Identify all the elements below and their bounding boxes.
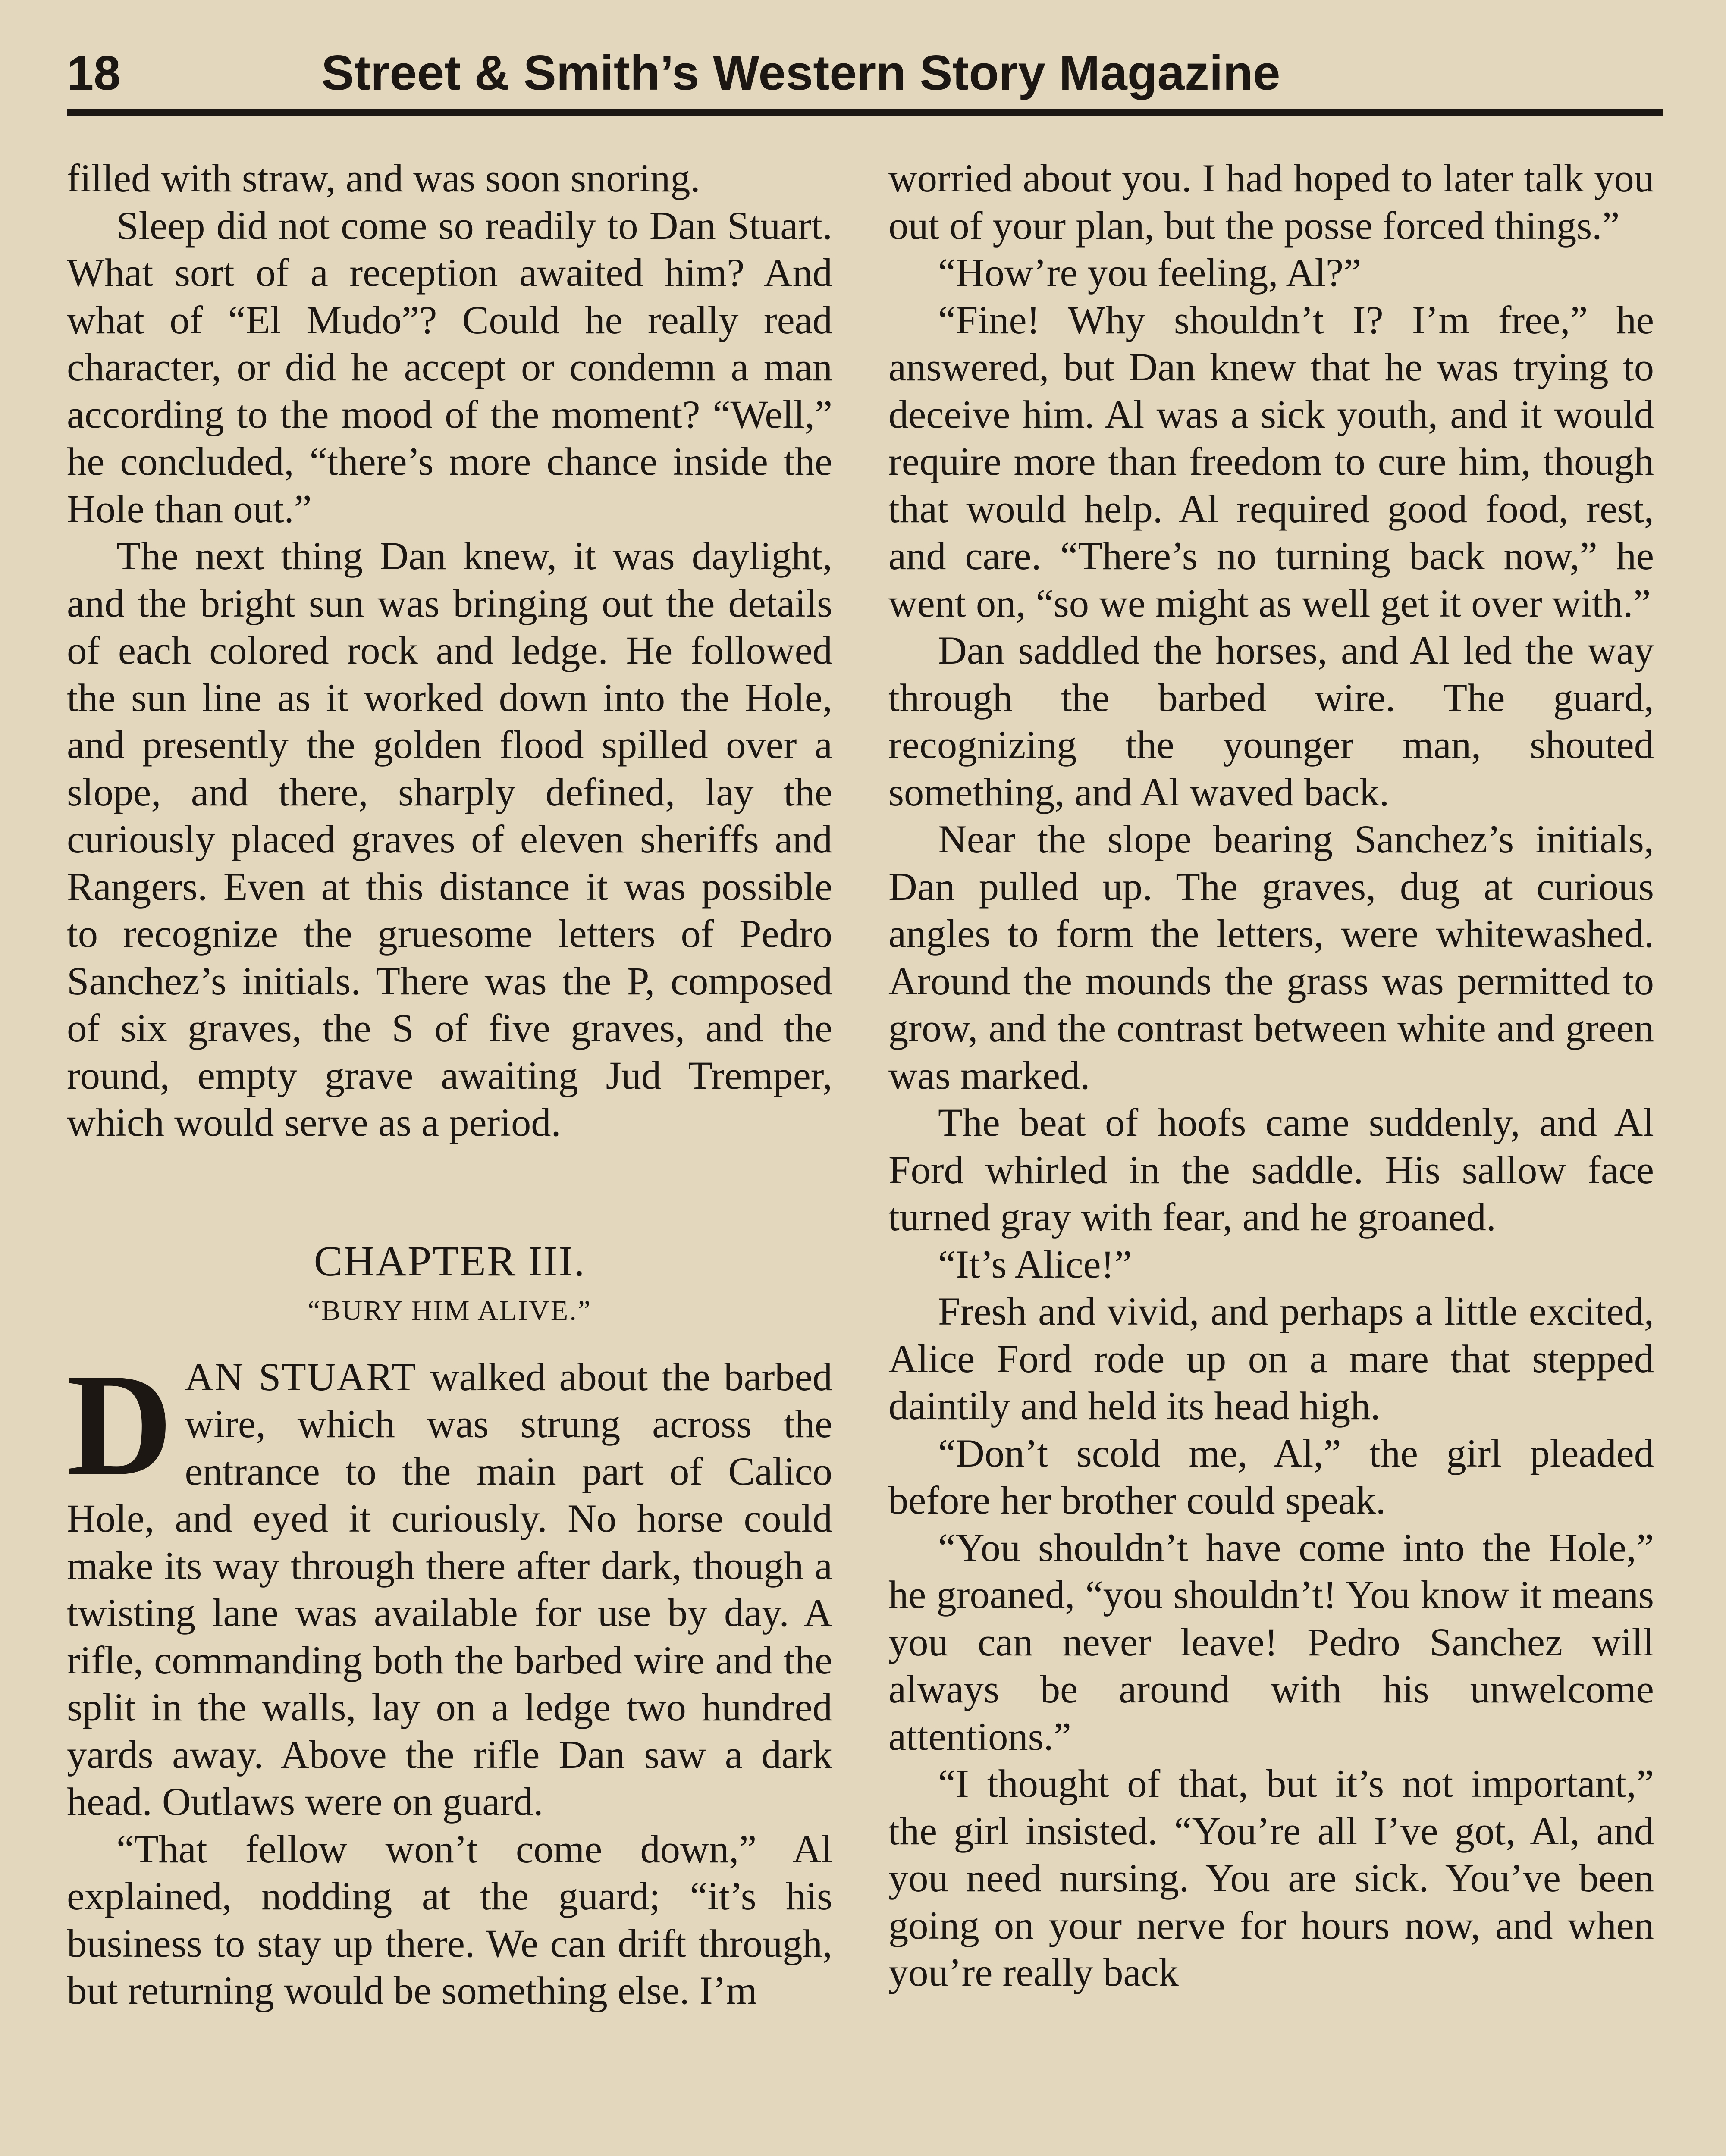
paragraph: “That fellow won’t come down,” Al explained, nodding at the guard; “it’s his business to stay up there. We can drift through, but returning would be something else. I’m (67, 1827, 832, 2013)
paragraph: “I thought of that, but it’s not important,” the girl insisted. “You’re all I’ve got, Al, and you need nursing. You are sick. You’ve been going on your nerve for hours now, and when you’re really back (888, 1762, 1654, 1995)
paragraph: “Fine! Why shouldn’t I? I’m free,” he answered, but Dan knew that he was trying to deceive him. Al was a sick youth, and it would require more than freedom to cure him, though that would help. Al required good food, rest, and care. “There’s no turning back now,” he went on, “so we might as well get it over with.” (888, 298, 1654, 626)
drop-cap: D (67, 1343, 173, 1506)
right-column (888, 155, 1654, 1997)
paragraph-text: walked about the barbed wire, which was strung across the entrance to the main part of Calico Hole, and eyed it curiously. No horse could make its way through there after dark, though a twisting lane was available for use by day. A rifle, commanding both the barbed wire and the split in the walls, lay on a ledge two hundred yards away. Above the rifle Dan saw a dark head. Outlaws were on guard. (67, 1355, 832, 1824)
page-number: 18 (67, 46, 121, 100)
paragraph: “How’re you feeling, Al?” (938, 251, 1362, 295)
running-head: Street & Smith’s Western Story Magazine (321, 46, 1280, 100)
paragraph: The beat of hoofs came suddenly, and Al Ford whirled in the saddle. His sallow face turned gray with fear, and he groaned. (888, 1101, 1654, 1239)
chapter-opening-paragraph (67, 1343, 832, 1826)
paragraph: Dan saddled the horses, and Al led the way through the barbed wire. The guard, recognizing the younger man, shouted something, and Al waved back. (888, 629, 1654, 815)
page-header (67, 41, 1663, 110)
chapter-title: CHAPTER III. (314, 1237, 586, 1285)
left-column (67, 155, 832, 2015)
paragraph: Fresh and vivid, and perhaps a little excited, Alice Ford rode up on a mare that stepped daintily and held its head high. (888, 1290, 1654, 1428)
header-rule (67, 109, 1663, 116)
paragraph: The next thing Dan knew, it was daylight, and the bright sun was bringing out the details of each colored rock and ledge. He followed the sun line as it worked down into the Hole, and presently the golden flood spilled over a slope, and there, sharply defined, lay the curiously placed graves of eleven sheriffs and Rangers. Even at this distance it was possible to recognize the gruesome letters of Pedro Sanchez’s initials. There was the P, composed of six graves, the S of five graves, and the round, empty grave awaiting Jud Tremper, which would serve as a period. (67, 534, 832, 1145)
paragraph: “Don’t scold me, Al,” the girl pleaded before her brother could speak. (888, 1431, 1654, 1523)
paragraph: “You shouldn’t have come into the Hole,” he groaned, “you shouldn’t! You know it means you can never leave! Pedro Sanchez will always be around with his unwelcome attentions.” (888, 1526, 1654, 1759)
lead-words: AN STUART (185, 1355, 417, 1399)
paragraph: filled with straw, and was soon snoring. (67, 157, 700, 201)
paragraph: Near the slope bearing Sanchez’s initials, Dan pulled up. The graves, dug at curious angles to form the letters, were whitewashed. Around the mounds the grass was permitted to grow, and the contrast between white and green was marked. (888, 818, 1654, 1098)
paragraph: worried about you. I had hoped to later talk you out of your plan, but the posse forced things.” (888, 157, 1654, 248)
paragraph: Sleep did not come so readily to Dan Stuart. What sort of a reception awaited him? And what of “El Mudo”? Could he really read character, or did he accept or condemn a man according to the mood of the moment? “Well,” he concluded, “there’s more chance inside the Hole than out.” (67, 204, 832, 531)
chapter-subtitle: “BURY HIM ALIVE.” (308, 1294, 592, 1326)
paragraph: “It’s Alice!” (938, 1242, 1132, 1287)
